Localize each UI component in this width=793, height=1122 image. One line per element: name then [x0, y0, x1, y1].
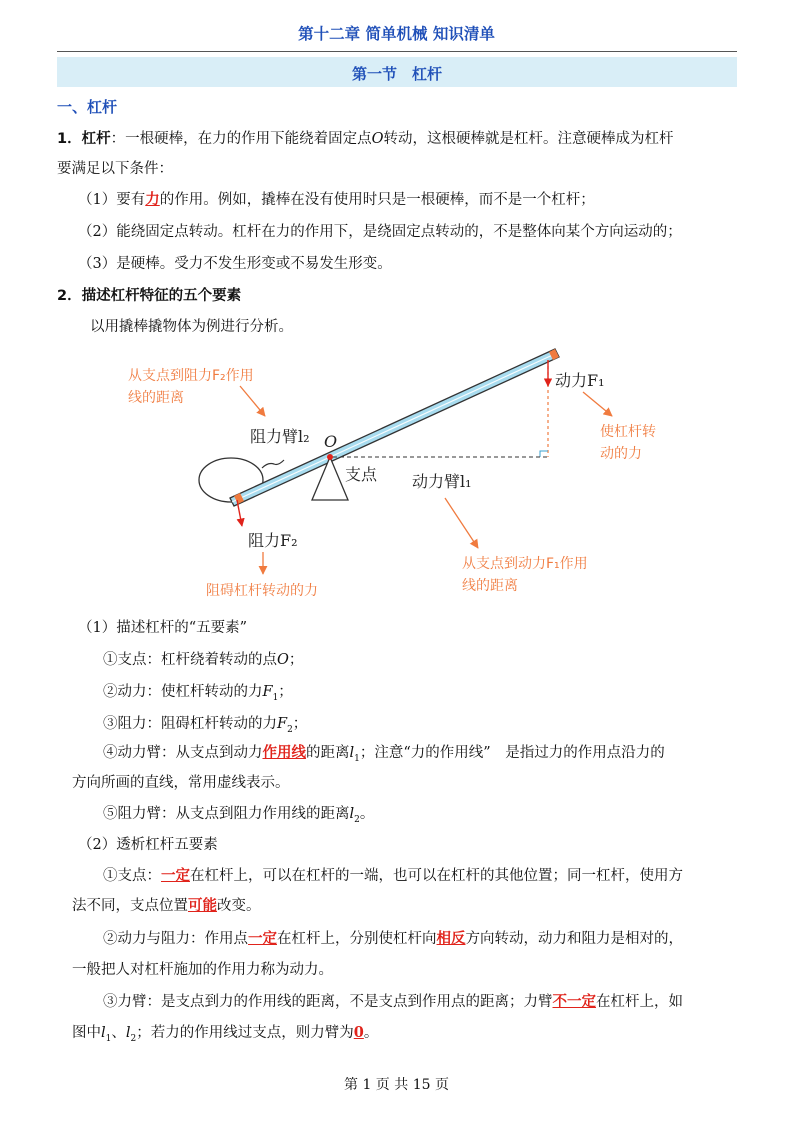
element-3-end: ； — [292, 716, 308, 732]
element-4-a: ④动力臂：从支点到动力 — [103, 745, 263, 761]
highlight-possibly: 可能 — [188, 897, 217, 914]
paragraph-1-text-a: ：一根硬棒，在力的作用下能绕着固定点 — [110, 131, 372, 147]
header-divider — [57, 51, 737, 52]
annotation-arrow-power — [583, 392, 612, 416]
condition-1 — [78, 188, 595, 209]
paragraph-1-line-1 — [57, 127, 673, 148]
annotation-power-1: 使杠杆转 — [600, 424, 656, 440]
five-elements-title: （1）描述杠杆的“五要素” — [78, 620, 248, 636]
analysis-1-a: ①支点： — [103, 868, 161, 884]
label-f1: 动力F₁ — [555, 371, 605, 390]
var-o: O — [371, 131, 384, 147]
annotation-power-arm-1: 从支点到动力F₁作用 — [462, 556, 588, 572]
highlight-definitely-2: 一定 — [248, 930, 277, 947]
element-3-sub: 2 — [287, 724, 293, 735]
analysis-3-d: ；若力的作用线过支点，则力臂为 — [136, 1025, 354, 1041]
label-pivot: 支点 — [345, 465, 378, 484]
analysis-3-var-1: l — [101, 1025, 106, 1041]
annotation-resistance-arm-1: 从支点到阻力F₂作用 — [128, 368, 254, 384]
analysis-2-line-2: 一般把人对杠杆施加的作用力称为动力。 — [72, 962, 333, 978]
page-footer: 第 1 页 共 15 页 — [344, 1077, 449, 1093]
element-2-end: ； — [278, 684, 293, 700]
condition-2: （2）能绕固定点转动。杠杆在力的作用下，是绕固定点转动的，不是整体向某个方向运动的； — [78, 224, 682, 240]
condition-3: （3）是硬棒。受力不发生形变或不易发生形变。 — [78, 256, 392, 272]
annotation-power-2: 动的力 — [600, 446, 642, 462]
element-5-end: 。 — [359, 806, 375, 822]
annotation-resistance: 阻碍杠杆转动的力 — [206, 583, 318, 599]
analysis-title: （2）透析杠杆五要素 — [78, 837, 218, 853]
label-l1: 动力臂l₁ — [412, 472, 472, 491]
highlight-definitely: 一定 — [161, 867, 190, 884]
analysis-2-a: ②动力与阻力：作用点 — [103, 931, 248, 947]
element-1-end: ； — [288, 652, 304, 668]
document-header-title: 第十二章 简单机械 知识清单 — [298, 25, 495, 43]
analysis-3-b: 在杠杆上，如 — [596, 994, 683, 1010]
highlight-force: 力 — [145, 191, 160, 208]
paragraph-1-line-2: 要满足以下条件： — [57, 161, 173, 177]
element-5-text: ⑤阻力臂：从支点到阻力作用线的距离 — [103, 806, 350, 822]
element-3-text: ③阻力：阻碍杠杆转动的力 — [103, 716, 277, 732]
paragraph-2-title: 2．描述杠杆特征的五个要素 — [57, 288, 242, 304]
analysis-3-line-2 — [72, 1021, 378, 1044]
analysis-3-sub-1: 1 — [105, 1033, 112, 1044]
resistance-arm-brace — [262, 460, 284, 468]
analysis-3-sub-2: 2 — [130, 1033, 137, 1044]
section-title: 第一节 杠杆 — [351, 65, 442, 83]
element-1-text: ①支点：杠杆绕着转动的点 — [103, 652, 277, 668]
lever-diagram — [0, 340, 793, 605]
analysis-2-b: 在杠杆上，分别使杠杆向 — [277, 931, 437, 947]
condition-1-b: 的作用。例如，撬棒在没有使用时只是一根硬棒，而不是一个杠杆； — [159, 192, 595, 208]
annotation-resistance-arm-2: 线的距离 — [128, 390, 184, 406]
analysis-3-var-2: l — [125, 1025, 131, 1041]
highlight-opposite: 相反 — [436, 930, 466, 947]
element-2 — [103, 680, 293, 703]
element-4-b: 的距离 — [306, 745, 350, 761]
label-o: O — [324, 432, 338, 451]
analysis-2-c: 方向转动，动力和阻力是相对的， — [465, 931, 683, 947]
analysis-1-c: 法不同，支点位置 — [72, 898, 188, 914]
analysis-3-e: 。 — [363, 1025, 379, 1041]
condition-1-a: （1）要有 — [78, 192, 146, 208]
analysis-3 — [103, 990, 683, 1011]
element-5-var: l — [349, 806, 355, 822]
element-3 — [103, 712, 307, 735]
term-lever: 杠杆 — [81, 131, 111, 147]
element-4-line-2: 方向所画的直线，常用虚线表示。 — [72, 775, 290, 791]
highlight-zero: 0 — [353, 1024, 364, 1041]
analysis-3-a: ③力臂：是支点到力的作用线的距离，不是支点到作用点的距离；力臂 — [103, 994, 553, 1010]
analysis-1-b: 在杠杆上，可以在杠杆的一端，也可以在杠杆的其他位置；同一杠杆，使用方 — [190, 868, 683, 884]
element-4 — [103, 741, 665, 764]
element-4-var: l — [349, 745, 355, 761]
annotation-arrow-power-arm — [445, 498, 478, 548]
highlight-line-of-action: 作用线 — [262, 744, 306, 761]
element-5 — [103, 802, 374, 825]
annotation-arrow-resistance-arm — [240, 386, 265, 416]
analysis-1 — [103, 864, 683, 885]
analysis-2 — [103, 927, 683, 948]
analysis-1-line-2 — [72, 894, 261, 915]
paragraph-1-text-b: 转动，这根硬棒就是杠杆。注意硬棒成为杠杆 — [383, 131, 674, 147]
paragraph-1-number: 1． — [57, 131, 82, 147]
analysis-1-d: 改变。 — [217, 898, 261, 914]
pivot-point — [327, 454, 333, 460]
analysis-3-c: 图中 — [72, 1025, 101, 1041]
element-3-var: F — [277, 716, 288, 732]
annotation-power-arm-2: 线的距离 — [462, 578, 518, 594]
element-1 — [103, 648, 303, 669]
right-angle-mark — [540, 451, 548, 457]
label-f2: 阻力F₂ — [248, 531, 298, 550]
element-2-text: ②动力：使杠杆转动的力 — [103, 684, 263, 700]
analysis-3-sep: 、 — [111, 1025, 126, 1041]
highlight-not-necessarily: 不一定 — [552, 993, 596, 1010]
element-2-var: F — [262, 684, 273, 700]
section-title-bar — [57, 57, 737, 87]
element-1-var: O — [277, 652, 289, 668]
element-5-sub: 2 — [354, 814, 360, 825]
element-4-sub: 1 — [354, 753, 360, 764]
paragraph-2-intro: 以用撬棒撬物体为例进行分析。 — [90, 319, 293, 335]
element-4-c: ；注意“力的作用线” 是指过力的作用点沿力的 — [359, 745, 665, 761]
heading-lever: 一、杠杆 — [57, 98, 118, 116]
element-2-sub: 1 — [272, 692, 279, 703]
label-l2: 阻力臂l₂ — [250, 427, 310, 446]
